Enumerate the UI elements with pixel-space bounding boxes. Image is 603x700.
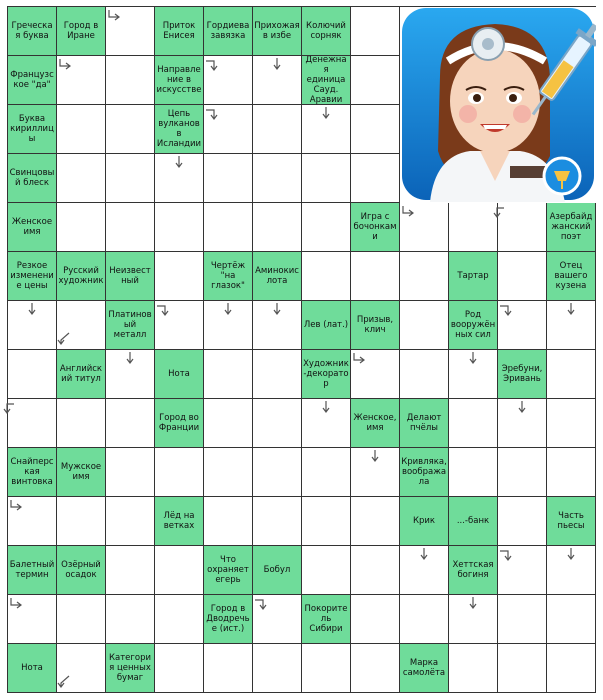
answer-cell[interactable] (106, 595, 155, 644)
answer-cell[interactable] (351, 350, 400, 399)
answer-cell[interactable] (155, 448, 204, 497)
clue-cell: Французское "да" (8, 56, 57, 105)
answer-cell[interactable] (106, 105, 155, 154)
answer-cell[interactable] (155, 203, 204, 252)
answer-cell[interactable] (302, 448, 351, 497)
answer-cell[interactable] (253, 105, 302, 154)
direction-arrow-icon (156, 302, 170, 316)
answer-cell[interactable] (351, 644, 400, 693)
answer-cell[interactable] (547, 546, 596, 595)
clue-cell: Марка самолёта (400, 644, 449, 693)
clue-cell: Греческая буква (8, 7, 57, 56)
answer-cell[interactable] (57, 497, 106, 546)
clue-cell: Приток Енисея (155, 7, 204, 56)
clue-cell: Город во Франции (155, 399, 204, 448)
clue-cell: Чертёж "на глазок" (204, 252, 253, 301)
clue-cell: Город в Иране (57, 7, 106, 56)
clue-cell: Категория ценных бумаг (106, 644, 155, 693)
answer-cell[interactable] (8, 497, 57, 546)
clue-cell: Направление в искусстве (155, 56, 204, 105)
clue-cell: Неизвестный (106, 252, 155, 301)
direction-arrow-icon (352, 351, 366, 365)
clue-cell: Мужское имя (57, 448, 106, 497)
answer-cell[interactable] (302, 644, 351, 693)
answer-cell[interactable] (204, 301, 253, 350)
answer-cell[interactable] (400, 301, 449, 350)
direction-arrow-icon (466, 595, 480, 609)
answer-cell[interactable] (400, 595, 449, 644)
direction-arrow-icon (319, 399, 333, 413)
clue-cell: Отец вашего кузена (547, 252, 596, 301)
clue-cell: Буква кириллицы (8, 105, 57, 154)
direction-arrow-icon (172, 154, 186, 168)
direction-arrow-icon (270, 301, 284, 315)
answer-cell[interactable] (498, 497, 547, 546)
direction-arrow-icon (205, 106, 219, 120)
answer-cell[interactable] (204, 105, 253, 154)
answer-cell[interactable] (106, 350, 155, 399)
answer-cell[interactable] (449, 595, 498, 644)
answer-cell[interactable] (253, 448, 302, 497)
answer-cell[interactable] (204, 203, 253, 252)
doctor-logo-image (400, 6, 596, 202)
answer-cell[interactable] (106, 154, 155, 203)
answer-cell[interactable] (302, 252, 351, 301)
direction-arrow-icon (368, 448, 382, 462)
answer-cell[interactable] (8, 301, 57, 350)
answer-cell[interactable] (204, 350, 253, 399)
clue-cell: Что охраняет егерь (204, 546, 253, 595)
answer-cell[interactable] (57, 399, 106, 448)
direction-arrow-icon (25, 301, 39, 315)
answer-cell[interactable] (547, 644, 596, 693)
clue-cell: Женское имя (8, 203, 57, 252)
direction-arrow-icon (564, 301, 578, 315)
answer-cell[interactable] (449, 448, 498, 497)
clue-cell: Делают пчёлы (400, 399, 449, 448)
answer-cell[interactable] (498, 595, 547, 644)
answer-cell[interactable] (498, 203, 547, 252)
clue-cell: Озёрный осадок (57, 546, 106, 595)
answer-cell[interactable] (8, 399, 57, 448)
doctor-app-logo (400, 6, 596, 202)
clue-cell: Гордиева завязка (204, 7, 253, 56)
clue-cell: Колючий сорняк (302, 7, 351, 56)
answer-cell[interactable] (57, 595, 106, 644)
answer-cell[interactable] (155, 644, 204, 693)
clue-cell: Денежная единица Сауд. Аравии (302, 56, 351, 105)
answer-cell[interactable] (351, 448, 400, 497)
direction-arrow-icon (319, 105, 333, 119)
direction-arrow-icon (254, 596, 268, 610)
direction-arrow-icon (564, 546, 578, 560)
answer-cell[interactable] (351, 7, 400, 56)
answer-cell[interactable] (351, 546, 400, 595)
clue-cell: Свинцовый блеск (8, 154, 57, 203)
clue-cell: Род вооружённых сил (449, 301, 498, 350)
answer-cell[interactable] (106, 448, 155, 497)
clue-cell: Хеттская богиня (449, 546, 498, 595)
clue-cell: Английский титул (57, 350, 106, 399)
answer-cell[interactable] (302, 154, 351, 203)
answer-cell[interactable] (253, 644, 302, 693)
clue-cell: Прихожая в избе (253, 7, 302, 56)
answer-cell[interactable] (253, 399, 302, 448)
direction-arrow-icon (2, 400, 16, 414)
direction-arrow-icon (123, 350, 137, 364)
clue-cell: Женское, имя (351, 399, 400, 448)
answer-cell[interactable] (155, 546, 204, 595)
answer-cell[interactable] (155, 595, 204, 644)
answer-cell[interactable] (253, 595, 302, 644)
answer-cell[interactable] (547, 350, 596, 399)
answer-cell[interactable] (400, 252, 449, 301)
clue-cell: Балетный термин (8, 546, 57, 595)
clue-cell: Крик (400, 497, 449, 546)
clue-cell: Часть пьесы (547, 497, 596, 546)
clue-cell: Эребуни, Эривань (498, 350, 547, 399)
answer-cell[interactable] (204, 154, 253, 203)
clue-cell: Покоритель Сибири (302, 595, 351, 644)
answer-cell[interactable] (8, 595, 57, 644)
answer-cell[interactable] (106, 497, 155, 546)
direction-arrow-icon (57, 331, 71, 345)
clue-cell: Нота (155, 350, 204, 399)
answer-cell[interactable] (106, 546, 155, 595)
clue-cell: Город в Дводречье (ист.) (204, 595, 253, 644)
answer-cell[interactable] (253, 301, 302, 350)
clue-cell: Художник-декоратор (302, 350, 351, 399)
answer-cell[interactable] (302, 497, 351, 546)
clue-cell: Азербайджанский поэт (547, 203, 596, 252)
answer-cell[interactable] (204, 644, 253, 693)
direction-arrow-icon (205, 57, 219, 71)
answer-cell[interactable] (253, 350, 302, 399)
answer-cell[interactable] (57, 56, 106, 105)
direction-arrow-icon (499, 302, 513, 316)
answer-cell[interactable] (547, 448, 596, 497)
answer-cell[interactable] (204, 399, 253, 448)
answer-cell[interactable] (155, 301, 204, 350)
direction-arrow-icon (9, 498, 23, 512)
answer-cell[interactable] (449, 644, 498, 693)
clue-cell: Лев (лат.) (302, 301, 351, 350)
direction-arrow-icon (9, 596, 23, 610)
answer-cell[interactable] (547, 595, 596, 644)
answer-cell[interactable] (498, 399, 547, 448)
answer-cell[interactable] (400, 350, 449, 399)
answer-cell[interactable] (498, 644, 547, 693)
answer-cell[interactable] (547, 301, 596, 350)
answer-cell[interactable] (498, 252, 547, 301)
answer-cell[interactable] (351, 56, 400, 105)
clue-cell: Призыв, клич (351, 301, 400, 350)
direction-arrow-icon (499, 547, 513, 561)
answer-cell[interactable] (351, 154, 400, 203)
answer-cell[interactable] (57, 154, 106, 203)
answer-cell[interactable] (449, 350, 498, 399)
clue-cell: Игра с бочонками (351, 203, 400, 252)
answer-cell[interactable] (302, 105, 351, 154)
clue-cell: Кривляка, воображала (400, 448, 449, 497)
answer-cell[interactable] (253, 56, 302, 105)
direction-arrow-icon (270, 56, 284, 70)
clue-cell: Резкое изменение цены (8, 252, 57, 301)
answer-cell[interactable] (302, 399, 351, 448)
direction-arrow-icon (417, 546, 431, 560)
answer-cell[interactable] (155, 154, 204, 203)
clue-cell: Нота (8, 644, 57, 693)
clue-cell: Бобул (253, 546, 302, 595)
direction-arrow-icon (57, 674, 71, 688)
answer-cell[interactable] (253, 497, 302, 546)
direction-arrow-icon (107, 8, 121, 22)
answer-cell[interactable] (204, 56, 253, 105)
answer-cell[interactable] (106, 7, 155, 56)
answer-cell[interactable] (106, 399, 155, 448)
answer-cell[interactable] (57, 105, 106, 154)
direction-arrow-icon (515, 399, 529, 413)
answer-cell[interactable] (106, 56, 155, 105)
answer-cell[interactable] (253, 203, 302, 252)
answer-cell[interactable] (547, 399, 596, 448)
answer-cell[interactable] (253, 154, 302, 203)
answer-cell[interactable] (449, 203, 498, 252)
direction-arrow-icon (221, 301, 235, 315)
answer-cell[interactable] (498, 301, 547, 350)
answer-cell[interactable] (498, 546, 547, 595)
answer-cell[interactable] (155, 252, 204, 301)
answer-cell[interactable] (351, 105, 400, 154)
clue-cell: Цепь вулканов в Исландии (155, 105, 204, 154)
answer-cell[interactable] (57, 301, 106, 350)
answer-cell[interactable] (204, 448, 253, 497)
direction-arrow-icon (401, 204, 415, 218)
clue-cell: Снайперская винтовка (8, 448, 57, 497)
answer-cell[interactable] (400, 546, 449, 595)
answer-cell[interactable] (302, 203, 351, 252)
clue-cell: Аминокислота (253, 252, 302, 301)
answer-cell[interactable] (351, 595, 400, 644)
answer-cell[interactable] (498, 448, 547, 497)
answer-cell[interactable] (351, 252, 400, 301)
clue-cell: Русский художник (57, 252, 106, 301)
answer-cell[interactable] (204, 497, 253, 546)
answer-cell[interactable] (106, 203, 155, 252)
direction-arrow-icon (58, 57, 72, 71)
answer-cell[interactable] (351, 497, 400, 546)
answer-cell[interactable] (57, 203, 106, 252)
answer-cell[interactable] (400, 203, 449, 252)
answer-cell[interactable] (449, 399, 498, 448)
clue-cell: Лёд на ветках (155, 497, 204, 546)
clue-cell: Платиновый металл (106, 301, 155, 350)
clue-cell: Тартар (449, 252, 498, 301)
answer-cell[interactable] (8, 350, 57, 399)
direction-arrow-icon (466, 350, 480, 364)
answer-cell[interactable] (302, 546, 351, 595)
answer-cell[interactable] (57, 644, 106, 693)
clue-cell: ...-банк (449, 497, 498, 546)
